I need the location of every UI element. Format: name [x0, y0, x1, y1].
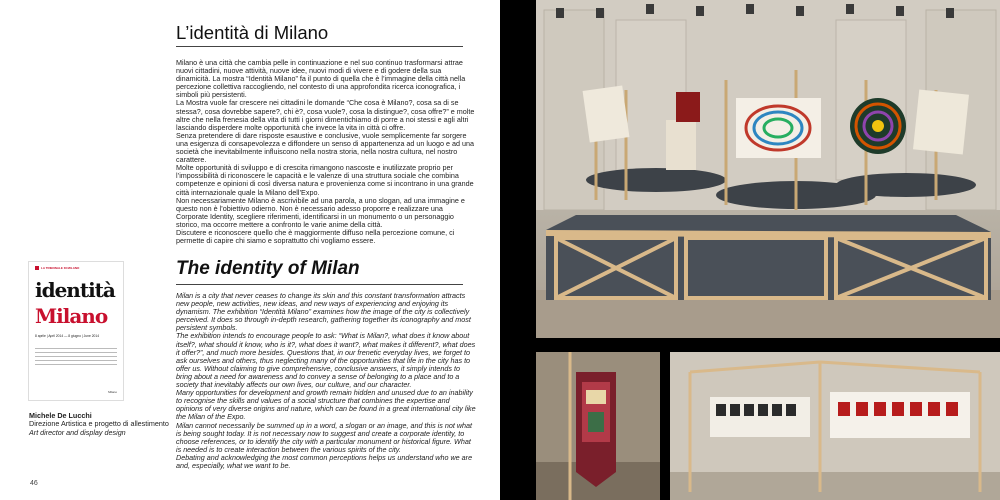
page-number: 46 [30, 480, 38, 487]
paragraph: Milan cannot necessarily be summed up in a word, a slogan or an image, and this is not what is being sought today. It is not necessary now to suggest and create a corporate identity, to choose references, or to identify the city with a particular monument or historical figure. What is needed is to create interaction between the various spirits of the city. [176, 420, 473, 454]
credit-role-english: Art director and display design [29, 427, 126, 437]
paragraph: Discutere e riconoscere quello che è maggiormente diffuso nella percezione comune, ci permette di capire chi siamo e soprattutto chi vogliamo essere. [176, 227, 455, 246]
heading-english: The identity of Milan [176, 258, 360, 279]
paragraph: Milan is a city that never ceases to change its skin and this constant transformation attracts new people, new activities, new ideas, and new ways of experiencing and enjoying its dynamism. The exhibition “Identità Milano” examines how the image of the city is collectively perceived. It does so through in-depth research, gathering together its iconography and most persistent symbols. [176, 291, 471, 333]
wall-display-photo [670, 352, 1000, 500]
body-text-english [176, 292, 476, 470]
heading-rule [176, 284, 463, 285]
poster-title-identita: identità [35, 278, 115, 302]
paragraph: Debating and acknowledging the most common perceptions helps us understand who we are and, especially, what we want to be. [176, 452, 473, 470]
paragraph: Non necessariamente Milano è ascrivibile ad una parola, a uno slogan, ad una immagine e questo non è l’obiettivo odierno. Non è necessario adesso proporre e realizzare una Corporate Identity, scegliere riferimenti, identificarsi in un monumento o un personaggio storico, ma occorre mettere a confronto le varie anime della città. [176, 195, 465, 229]
poster-title-milano: Milano [35, 304, 108, 328]
paragraph: The exhibition intends to encourage people to ask: “What is Milan?, what does it know about itself?, what should it know, who is it?, what does it want?, what makes it different?, what does it offer?”, and much more besides. Questions that, in our frenetic everyday lives, we forget to ask ourselves and others, thus neglecting many of the opportunities that life in the city has to offer us. Without claiming to give comprehensive, conclusive answers, it simply intends to bring about a need for awareness and to convey a sense of belonging to a place and to a society that inevitably affects our own lives, our culture, and our character. [176, 331, 476, 390]
poster-fine-print [35, 348, 117, 368]
triennale-logo-icon [35, 266, 39, 270]
credit-role-italian: Direzione Artistica e progetto di allestimento [29, 419, 169, 429]
heading-italian: L’identità di Milano [176, 22, 329, 43]
paragraph: Many opportunities for development and growth remain hidden and unused due to an inability to recognise the skills and values of a social structure that combines the expertise and opinions of very diverse origins and nature, which can be found in a great international city like the Milan of the Expo. [176, 388, 476, 422]
body-text-italian [176, 59, 476, 245]
credit-name: Michele De Lucchi [29, 411, 92, 420]
paragraph: Senza pretendere di dare risposte esaustive e conclusive, vuole semplicemente far sorgere una esigenza di consapevolezza e diffondere un senso di appartenenza ad un luogo e ad una società che inevitabilmente influiscono nella nostra storia, nella nostra cultura, nel nostro carattere. [176, 130, 474, 165]
credit-block [29, 412, 174, 437]
paragraph: Milano è una città che cambia pelle in continuazione e nel suo continuo trasformarsi attrae nuovi cittadini, nuove attività, nuove idee, nuovi modi di vivere e di godere della sua dinamicità. La mostra “Identità Milano” fa il punto di quella che è l’immagine della città nella percezione collettiva raccogliendo, nel contesto di una approfondita ricerca iconografica, i simboli più persistenti. [176, 58, 466, 100]
gonfalone-banner-photo [536, 352, 660, 500]
heading-rule [176, 46, 463, 47]
exhibition-poster [29, 262, 123, 400]
exhibition-installation-photo [536, 0, 1000, 338]
poster-top-label: LA TRIENNALE DI MILANO [41, 266, 80, 270]
poster-logo: Milano [108, 390, 117, 394]
poster-dates: 8 aprile | April 2014 — 8 giugno | June 2014 [35, 334, 100, 338]
paragraph: La Mostra vuole far crescere nei cittadini le domande “Che cosa è Milano?, cosa sa di se stessa?, cosa dovrebbe sapere?, chi è?, cosa vuole?, cosa la distingue?, cosa offre?” e molte altre che nella frenesia della vita di tutti i giorni dimentichiamo di porre a noi stessi e agli altri lasciando disperdere molte opportunità che invece la vita in città ci offre. [176, 98, 475, 132]
paragraph: Molte opportunità di sviluppo e di crescita rimangono nascoste e inutilizzate proprio per l’impossibilità di riconoscere le capacità e le valenze di una struttura sociale che combina competenze e opinioni di così diversa natura e provenienza come si incontrano in una grande città internazionale quale la Milano dell’Expo. [176, 163, 474, 197]
